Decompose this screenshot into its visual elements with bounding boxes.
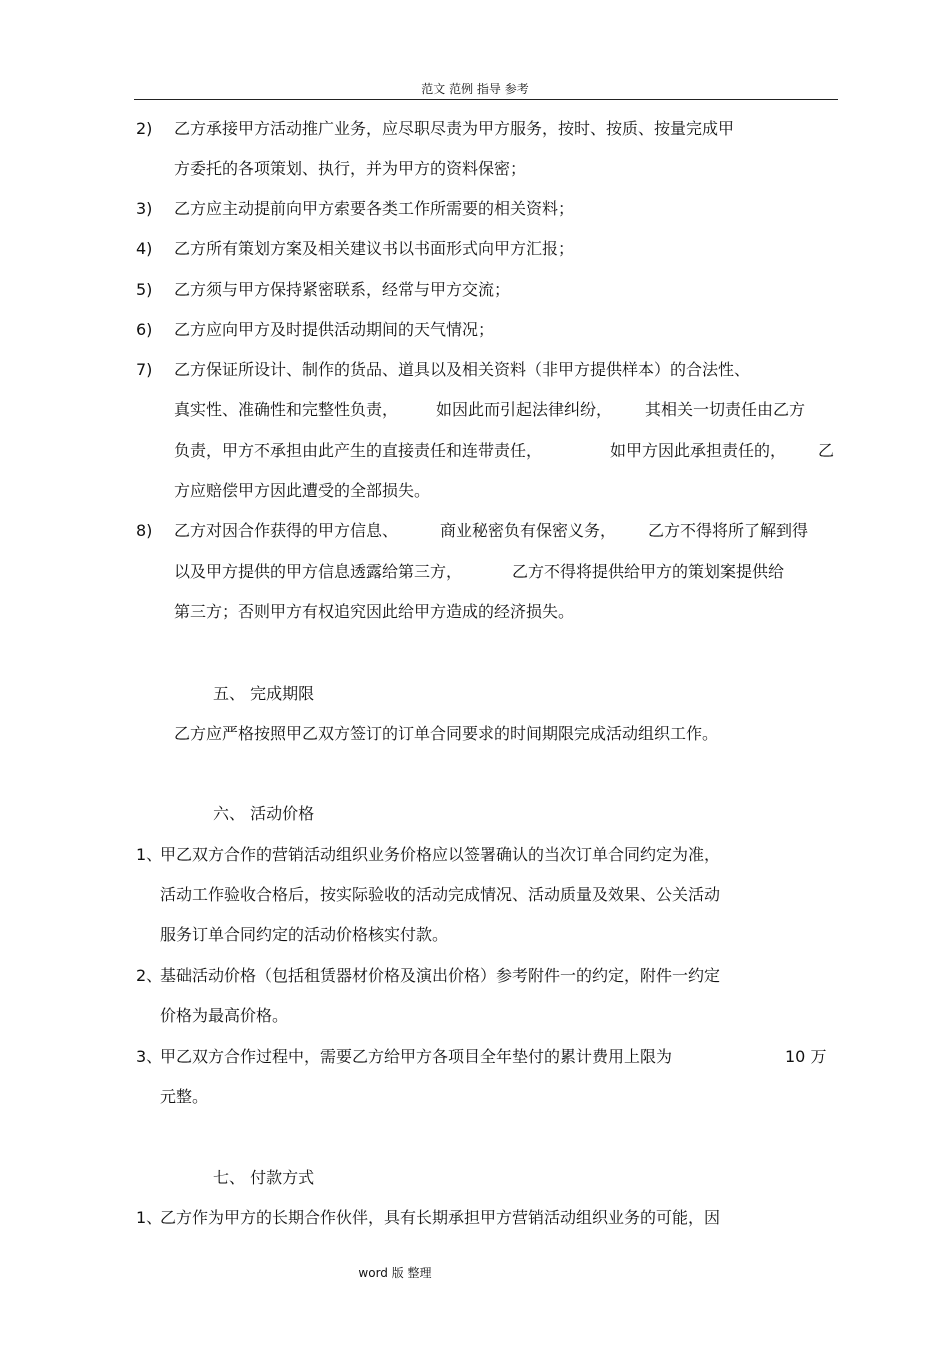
item-text: 乙方应主动提前向甲方索要各类工作所需要的相关资料； [174,199,575,218]
item-text: 如甲方因此承担责任的， [610,441,787,460]
item-number: 6) [136,320,153,339]
section-title: 五、 完成期限 [213,684,315,703]
page-footer: word 版 整理 [358,1266,432,1280]
item-number: 7) [136,360,153,379]
section-title: 六、 活动价格 [213,804,315,823]
item-text: 乙方对因合作获得的甲方信息、 [174,521,399,540]
item-text: 方应赔偿甲方因此遭受的全部损失。 [174,481,431,500]
item-text: 价格为最高价格。 [160,1006,289,1025]
item-text: 乙方承接甲方活动推广业务，应尽职尽责为甲方服务，按时、按质、按量完成甲 [174,119,735,138]
item-text: 乙方保证所设计、制作的货品、道具以及相关资料（非甲方提供样本）的合法性、 [174,360,751,379]
item-text: 元整。 [160,1087,209,1106]
item-text: 甲乙双方合作过程中，需要乙方给甲方各项目全年垫付的累计费用上限为 [160,1047,673,1066]
item-text: 基础活动价格（包括租赁器材价格及演出价格）参考附件一的约定，附件一约定 [160,966,721,985]
item-text: 活动工作验收合格后，按实际验收的活动完成情况、活动质量及效果、公关活动 [160,885,721,904]
item-number: 1、 [136,845,163,864]
item-number: 3、 [136,1047,163,1066]
item-number: 1、 [136,1208,163,1227]
item-number: 3) [136,199,153,218]
item-text: 第三方；否则甲方有权追究因此给甲方造成的经济损失。 [174,602,575,621]
item-text: 10 万 [785,1047,827,1066]
item-text: 甲乙双方合作的营销活动组织业务价格应以签署确认的当次订单合同约定为准， [160,845,721,864]
item-text: 以及甲方提供的甲方信息透露给第三方， [174,562,463,581]
item-number: 5) [136,280,153,299]
item-text: 乙方作为甲方的长期合作伙伴，具有长期承担甲方营销活动组织业务的可能，因 [160,1208,721,1227]
item-text: 商业秘密负有保密义务， [440,521,617,540]
item-text: 乙方不得将所了解到得 [648,521,809,540]
item-text: 真实性、准确性和完整性负责， [174,400,399,419]
item-number: 4) [136,239,153,258]
page-header: 范文 范例 指导 参考 [421,82,529,96]
item-text: 乙方所有策划方案及相关建议书以书面形式向甲方汇报； [174,239,575,258]
item-number: 2、 [136,966,163,985]
section-body: 乙方应严格按照甲乙双方签订的订单合同要求的时间期限完成活动组织工作。 [174,724,719,743]
item-number: 8) [136,521,153,540]
item-text: 乙方须与甲方保持紧密联系，经常与甲方交流； [174,280,511,299]
item-text: 乙方应向甲方及时提供活动期间的天气情况； [174,320,495,339]
item-text: 服务订单合同约定的活动价格核实付款。 [160,925,449,944]
item-text: 其相关一切责任由乙方 [645,400,806,419]
item-number: 2) [136,119,153,138]
item-text: 乙方不得将提供给甲方的策划案提供给 [512,562,785,581]
section-title: 七、 付款方式 [213,1168,315,1187]
item-text: 负责，甲方不承担由此产生的直接责任和连带责任， [174,441,543,460]
item-text: 乙 [818,441,835,460]
header-rule [134,99,838,100]
item-text: 方委托的各项策划、执行，并为甲方的资料保密； [174,159,527,178]
item-text: 如因此而引起法律纠纷， [436,400,613,419]
